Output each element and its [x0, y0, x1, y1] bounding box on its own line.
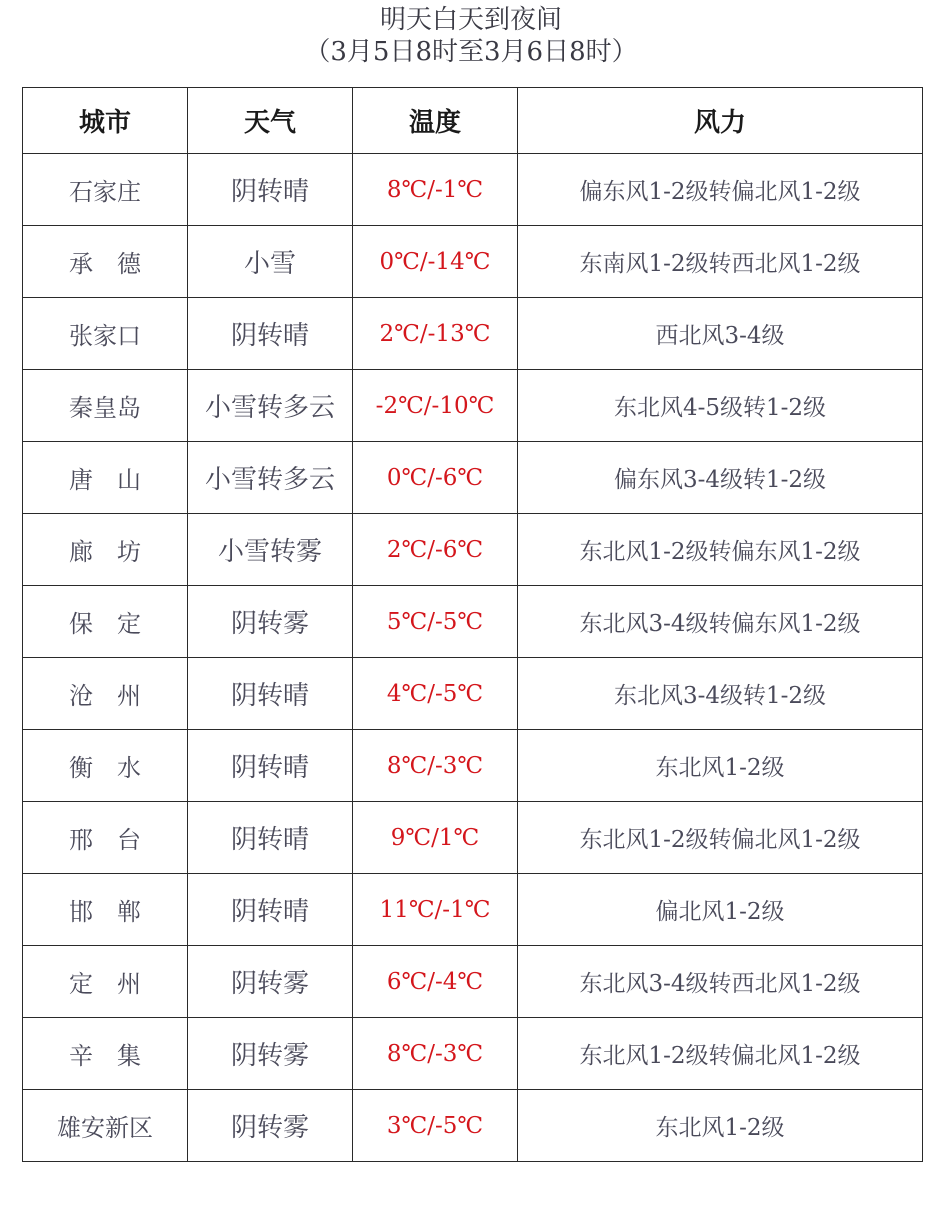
table-row [23, 226, 923, 298]
table-row [23, 802, 923, 874]
temperature-cell: 4℃/-5℃ [353, 658, 518, 730]
weather-cell: 小雪转多云 [188, 370, 353, 442]
wind-cell: 东南风1-2级转西北风1-2级 [518, 226, 923, 298]
temperature-cell: 5℃/-5℃ [353, 586, 518, 658]
forecast-table [22, 87, 923, 1162]
temperature-cell: 6℃/-4℃ [353, 946, 518, 1018]
temperature-cell: 8℃/-3℃ [353, 1018, 518, 1090]
temperature-cell: 0℃/-6℃ [353, 442, 518, 514]
table-row [23, 730, 923, 802]
weather-cell: 小雪转雾 [188, 514, 353, 586]
weather-cell: 阴转雾 [188, 946, 353, 1018]
page-subtitle-time-range: （3月5日8时至3月6日8时） [304, 37, 638, 67]
wind-cell: 偏东风3-4级转1-2级 [518, 442, 923, 514]
city-cell: 廊 坊 [23, 514, 188, 586]
city-cell: 唐 山 [23, 442, 188, 514]
wind-cell: 偏东风1-2级转偏北风1-2级 [518, 154, 923, 226]
city-cell: 承 德 [23, 226, 188, 298]
temperature-cell: 11℃/-1℃ [353, 874, 518, 946]
wind-cell: 东北风4-5级转1-2级 [518, 370, 923, 442]
weather-cell: 阴转雾 [188, 586, 353, 658]
wind-cell: 偏北风1-2级 [518, 874, 923, 946]
city-cell: 定 州 [23, 946, 188, 1018]
table-row [23, 298, 923, 370]
city-cell: 保 定 [23, 586, 188, 658]
wind-cell: 东北风1-2级转偏北风1-2级 [518, 802, 923, 874]
table-row [23, 1090, 923, 1162]
table-row [23, 946, 923, 1018]
weather-cell: 小雪转多云 [188, 442, 353, 514]
city-cell: 张家口 [23, 298, 188, 370]
wind-cell: 东北风1-2级转偏北风1-2级 [518, 1018, 923, 1090]
header-city: 城市 [23, 88, 188, 154]
table-row [23, 874, 923, 946]
wind-cell: 东北风3-4级转1-2级 [518, 658, 923, 730]
table-row [23, 1018, 923, 1090]
city-cell: 邯 郸 [23, 874, 188, 946]
weather-cell: 阴转晴 [188, 154, 353, 226]
temperature-cell: 3℃/-5℃ [353, 1090, 518, 1162]
city-cell: 沧 州 [23, 658, 188, 730]
city-cell: 石家庄 [23, 154, 188, 226]
weather-cell: 阴转晴 [188, 730, 353, 802]
weather-cell: 阴转晴 [188, 802, 353, 874]
weather-cell: 阴转雾 [188, 1090, 353, 1162]
weather-cell: 阴转晴 [188, 658, 353, 730]
wind-cell: 东北风1-2级 [518, 730, 923, 802]
temperature-cell: 8℃/-1℃ [353, 154, 518, 226]
wind-cell: 东北风1-2级转偏东风1-2级 [518, 514, 923, 586]
temperature-cell: 9℃/1℃ [353, 802, 518, 874]
page-title: 明天白天到夜间 [379, 5, 562, 35]
temperature-cell: 2℃/-6℃ [353, 514, 518, 586]
table-row [23, 154, 923, 226]
table-row [23, 586, 923, 658]
weather-cell: 小雪 [188, 226, 353, 298]
weather-cell: 阴转晴 [188, 298, 353, 370]
city-cell: 衡 水 [23, 730, 188, 802]
table-row [23, 370, 923, 442]
wind-cell: 东北风3-4级转西北风1-2级 [518, 946, 923, 1018]
wind-cell: 东北风1-2级 [518, 1090, 923, 1162]
weather-cell: 阴转雾 [188, 1018, 353, 1090]
header-weather: 天气 [188, 88, 353, 154]
table-row [23, 658, 923, 730]
city-cell: 辛 集 [23, 1018, 188, 1090]
temperature-cell: 0℃/-14℃ [353, 226, 518, 298]
header-temperature: 温度 [353, 88, 518, 154]
header-wind: 风力 [518, 88, 923, 154]
temperature-cell: 8℃/-3℃ [353, 730, 518, 802]
table-row [23, 514, 923, 586]
city-cell: 雄安新区 [23, 1090, 188, 1162]
temperature-cell: 2℃/-13℃ [353, 298, 518, 370]
wind-cell: 西北风3-4级 [518, 298, 923, 370]
wind-cell: 东北风3-4级转偏东风1-2级 [518, 586, 923, 658]
table-header-row [23, 88, 923, 154]
temperature-cell: -2℃/-10℃ [353, 370, 518, 442]
city-cell: 秦皇岛 [23, 370, 188, 442]
table-row [23, 442, 923, 514]
weather-cell: 阴转晴 [188, 874, 353, 946]
city-cell: 邢 台 [23, 802, 188, 874]
